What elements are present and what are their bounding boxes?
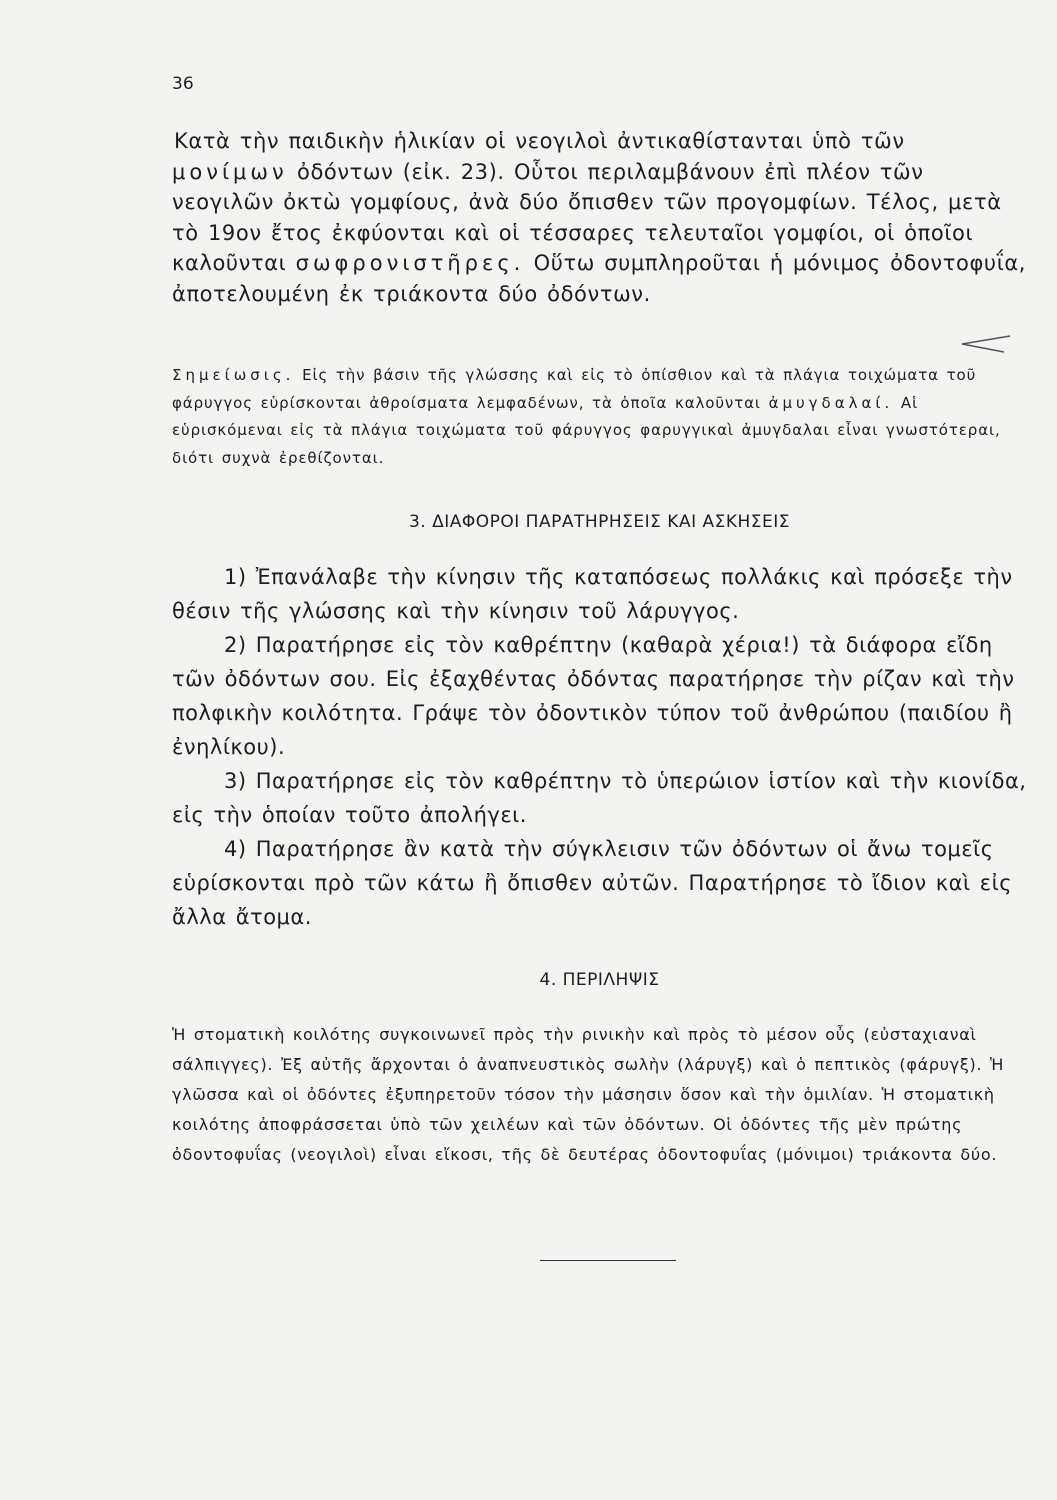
intro-paragraph	[172, 126, 1027, 309]
intro-text-1: Κατὰ τὴν παιδικὴν ἡλικίαν οἱ νεογιλοὶ ἀντικαθίστανται ὑπὸ τῶν	[174, 129, 905, 153]
end-rule	[540, 1260, 676, 1261]
note-emphasis: ἀμυγδαλαί.	[768, 393, 894, 412]
page-number: 36	[172, 74, 194, 94]
section-3-heading: 3. ΔΙΑΦΟΡΟΙ ΠΑΡΑΤΗΡΗΣΕΙΣ ΚΑΙ ΑΣΚΗΣΕΙΣ	[408, 512, 791, 532]
note-paragraph	[172, 362, 1027, 472]
intro-emphasis-2: σωφρονιστῆρες.	[295, 251, 525, 275]
intro-text-3: Οὕτω συμπληροῦται ἡ μόνιμος ὀδοντοφυΐα, ἀποτελουμένη ἐκ τριάκοντα δύο ὀδόντων.	[172, 251, 1027, 306]
exercise-item-1: 1) Ἐπανάλαβε τὴν κίνησιν τῆς καταπόσεως πολλάκις καὶ πρόσεξε τὴν θέσιν τῆς γλώσσης καὶ τὴν κίνησιν τοῦ λάρυγγος.	[172, 565, 1013, 623]
intro-emphasis-1: μονίμων	[172, 159, 288, 184]
intro-text-2: ὀδόντων (εἰκ. 23). Οὗτοι περιλαμβάνουν ἐπὶ πλέον τῶν νεογιλῶν ὀκτὼ γομφίους, ἀνὰ δύο ὄπισθεν τῶν προγομφίων. Τέλος, μετὰ τὸ 19ον ἔτος ἐκφύονται καὶ οἱ τέσσαρες τελευταῖοι γομφίοι, οἱ ὁποῖοι καλοῦνται	[172, 159, 1002, 275]
pencil-mark-icon	[960, 330, 1020, 360]
exercise-list	[172, 560, 1027, 934]
exercise-item-3: 3) Παρατήρησε εἰς τὸν καθρέπτην τὸ ὑπερώιον ἱστίον καὶ τὴν κιονίδα, εἰς τὴν ὁποίαν τοῦτο ἀπολήγει.	[172, 769, 1027, 827]
exercise-item-4: 4) Παρατήρησε ἂν κατὰ τὴν σύγκλεισιν τῶν ὀδόντων οἱ ἄνω τομεῖς εὑρίσκονται πρὸ τῶν κάτω ἢ ὄπισθεν αὐτῶν. Παρατήρησε τὸ ἴδιον καὶ εἰς ἄλλα ἄτομα.	[172, 837, 1013, 929]
summary-paragraph	[172, 1020, 1027, 1170]
note-label: Σημείωσις.	[172, 366, 295, 384]
section-4-heading: 4. ΠΕΡΙΛΗΨΙΣ	[539, 970, 660, 990]
note-text-1: Εἰς τὴν βάσιν τῆς γλώσσης καὶ εἰς τὸ ὀπίσθιον καὶ τὰ πλάγια τοιχώματα τοῦ φάρυγγος εὑρίσκονται ἀθροίσματα λεμφαδένων, τὰ ὁποῖα καλοῦνται	[172, 366, 977, 412]
note-text-2: Αἱ εὑρισκόμεναι εἰς τὰ πλάγια τοιχώματα τοῦ φάρυγγος φαρυγγικαὶ ἀμυγδαλαι εἶναι γνωστότεραι, διότι συχνὰ ἐρεθίζονται.	[172, 393, 1001, 467]
summary-text: Ἡ στοματικὴ κοιλότης συγκοινωνεῖ πρὸς τὴν ρινικὴν καὶ πρὸς τὸ μέσον οὖς (εὐσταχιαναὶ σάλπιγγες). Ἐξ αὐτῆς ἄρχονται ὁ ἀναπνευστικὸς σωλὴν (λάρυγξ) καὶ ὁ πεπτικὸς (φάρυγξ). Ἡ γλῶσσα καὶ οἱ ὀδόντες ἐξυπηρετοῦν τόσον τὴν μάσησιν ὅσον καὶ τὴν ὁμιλίαν. Ἡ στοματικὴ κοιλότης ἀποφράσσεται ὑπὸ τῶν χειλέων καὶ τῶν ὀδόντων. Οἱ ὀδόντες τῆς μὲν πρώτης ὀδοντοφυΐας (νεογιλοὶ) εἶναι εἴκοσι, τῆς δὲ δευτέρας ὀδοντοφυΐας (μόνιμοι) τριάκοντα δύο.	[172, 1025, 1005, 1164]
exercise-item-2: 2) Παρατήρησε εἰς τὸν καθρέπτην (καθαρὰ χέρια!) τὰ διάφορα εἴδη τῶν ὀδόντων σου. Εἰς ἐξαχθέντας ὀδόντας παρατήρησε τὴν ρίζαν καὶ τὴν πολφικὴν κοιλότητα. Γράψε τὸν ὀδοντικὸν τύπον τοῦ ἀνθρώπου (παιδίου ἢ ἐνηλίκου).	[172, 633, 1015, 759]
